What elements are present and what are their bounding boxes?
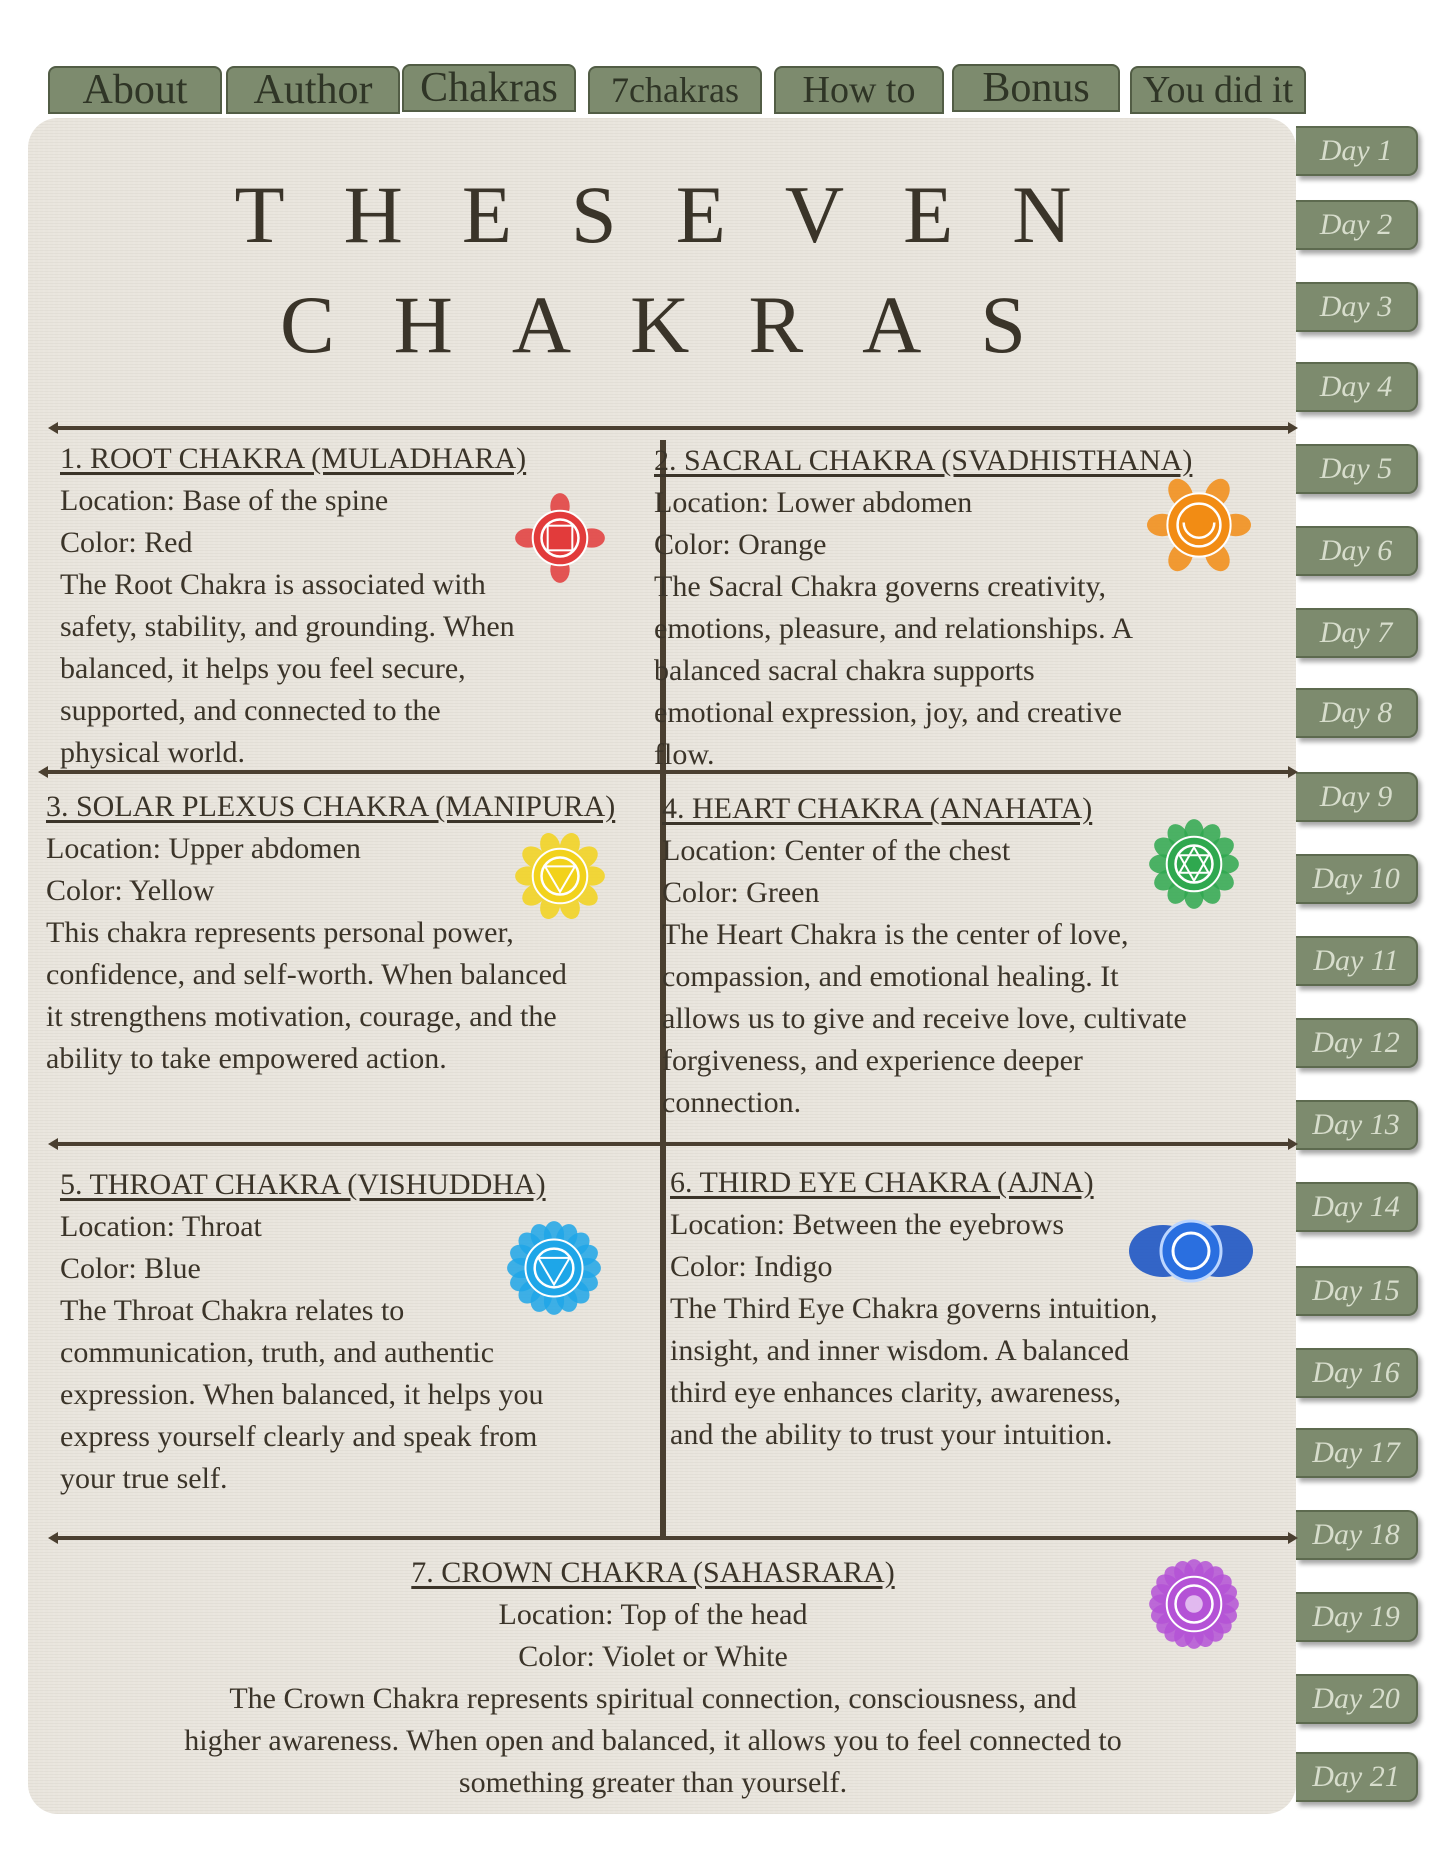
day-tab-10[interactable]: Day 10	[1296, 854, 1418, 904]
tab-how-to[interactable]	[774, 66, 944, 114]
chakra-location: Location: Top of the head	[498, 1598, 808, 1631]
chakra-throat	[60, 1164, 546, 1500]
chakra-color: Color: Indigo	[670, 1250, 833, 1283]
day-tab-17[interactable]: Day 17	[1296, 1428, 1418, 1478]
chakra-description-line: communication, truth, and authentic	[60, 1336, 495, 1369]
day-tab-9[interactable]: Day 9	[1296, 772, 1418, 822]
chakra-description-line: insight, and inner wisdom. A balanced	[670, 1334, 1130, 1367]
chakra-heading: 6. THIRD EYE CHAKRA (AJNA)	[670, 1166, 1094, 1199]
chakra-location: Location: Throat	[60, 1210, 262, 1243]
chakra-color: Color: Green	[662, 876, 820, 909]
chakra-description-line: and the ability to trust your intuition.	[670, 1418, 1113, 1451]
tab-about[interactable]	[48, 66, 222, 114]
chakra-description-line: express yourself clearly and speak from	[60, 1420, 538, 1453]
day-tab-3[interactable]: Day 3	[1296, 282, 1418, 332]
chakra-heading: 4. HEART CHAKRA (ANAHATA)	[662, 792, 1093, 825]
tab-label: How to	[802, 69, 916, 111]
chakra-root	[60, 438, 526, 774]
chakra-third-eye	[670, 1162, 1158, 1456]
chakra-color: Color: Yellow	[46, 874, 215, 907]
tab-label: Chakras	[420, 65, 558, 111]
chakra-heart	[662, 788, 1187, 1124]
chakra-description-line: compassion, and emotional healing. It	[662, 960, 1119, 993]
chakra-heading: 2. SACRAL CHAKRA (SVADHISTHANA)	[654, 444, 1193, 477]
chakra-description-line: supported, and connected to the	[60, 694, 441, 727]
chakra-description-line: The Sacral Chakra governs creativity,	[654, 570, 1107, 603]
chakra-description-line: confidence, and self-worth. When balanced	[46, 958, 567, 991]
day-tab-16[interactable]: Day 16	[1296, 1348, 1418, 1398]
sacral-chakra-icon	[1144, 470, 1254, 580]
chakra-heading: 1. ROOT CHAKRA (MULADHARA)	[60, 442, 527, 475]
day-tab-21[interactable]: Day 21	[1296, 1752, 1418, 1802]
day-tab-12[interactable]: Day 12	[1296, 1018, 1418, 1068]
chakra-description-line: This chakra represents personal power,	[46, 916, 514, 949]
chakra-location: Location: Center of the chest	[662, 834, 1011, 867]
chakra-color: Color: Red	[60, 526, 193, 559]
tab-label: Bonus	[982, 65, 1090, 111]
chakra-description-line: allows us to give and receive love, cultivate	[662, 1002, 1187, 1035]
solar-plexus-chakra-icon	[512, 828, 608, 924]
chakra-description-line: it strengthens motivation, courage, and the	[46, 1000, 557, 1033]
day-tab-19[interactable]: Day 19	[1296, 1592, 1418, 1642]
crown-chakra-icon	[1146, 1556, 1242, 1652]
tab-bonus[interactable]	[952, 64, 1120, 112]
chakra-location: Location: Upper abdomen	[46, 832, 361, 865]
chakra-color: Color: Violet or White	[518, 1640, 788, 1673]
day-tab-1[interactable]: Day 1	[1296, 126, 1418, 176]
chakra-description-line: The Crown Chakra represents spiritual connection, consciousness, and	[229, 1682, 1077, 1715]
chakra-color: Color: Blue	[60, 1252, 201, 1285]
divider-line	[58, 1536, 1288, 1540]
day-tab-15[interactable]: Day 15	[1296, 1266, 1418, 1316]
tab-7chakras[interactable]	[588, 66, 762, 114]
day-tab-6[interactable]: Day 6	[1296, 526, 1418, 576]
chakra-crown	[28, 1552, 1278, 1804]
third-eye-chakra-icon	[1126, 1208, 1256, 1294]
root-chakra-icon	[512, 490, 608, 586]
chakra-description-line: expression. When balanced, it helps you	[60, 1378, 544, 1411]
heart-chakra-icon	[1146, 816, 1242, 912]
chakra-heading: 7. CROWN CHAKRA (SAHASRARA)	[411, 1556, 895, 1589]
page-title-line-1: THESEVEN	[234, 169, 1131, 260]
chakra-description-line: balanced sacral chakra supports	[654, 654, 1035, 687]
day-tab-7[interactable]: Day 7	[1296, 608, 1418, 658]
chakra-description-line: something greater than yourself.	[458, 1766, 848, 1799]
day-tab-13[interactable]: Day 13	[1296, 1100, 1418, 1150]
tab-you-did-it[interactable]	[1130, 66, 1306, 114]
day-tab-4[interactable]: Day 4	[1296, 362, 1418, 412]
day-tab-18[interactable]: Day 18	[1296, 1510, 1418, 1560]
chakra-description-line: higher awareness. When open and balanced, it allows you to feel connected to	[184, 1724, 1122, 1757]
chakra-description-line: safety, stability, and grounding. When	[60, 610, 515, 643]
chakra-description-line: connection.	[662, 1086, 802, 1119]
chakra-heading: 5. THROAT CHAKRA (VISHUDDHA)	[60, 1168, 546, 1201]
chakra-description-line: forgiveness, and experience deeper	[662, 1044, 1083, 1077]
tab-label: 7chakras	[611, 70, 739, 110]
day-tab-8[interactable]: Day 8	[1296, 688, 1418, 738]
tab-chakras[interactable]	[402, 64, 576, 112]
chakra-description-line: your true self.	[60, 1462, 228, 1495]
chakra-description-line: The Throat Chakra relates to	[60, 1294, 405, 1327]
tab-author[interactable]	[226, 66, 400, 114]
chakra-description-line: third eye enhances clarity, awareness,	[670, 1376, 1122, 1409]
chakra-location: Location: Between the eyebrows	[670, 1208, 1065, 1241]
divider-line	[58, 426, 1288, 430]
page-title-line-2: CHAKRAS	[279, 279, 1086, 370]
chakra-description-line: emotions, pleasure, and relationships. A	[654, 612, 1134, 645]
chakra-description-line: emotional expression, joy, and creative	[654, 696, 1122, 729]
chakra-description-line: The Heart Chakra is the center of love,	[662, 918, 1129, 951]
chakra-description-line: physical world.	[60, 736, 245, 769]
day-tab-11[interactable]: Day 11	[1296, 936, 1418, 986]
chakra-description-line: ability to take empowered action.	[46, 1042, 447, 1075]
chakra-color: Color: Orange	[654, 528, 827, 561]
chakra-location: Location: Base of the spine	[60, 484, 389, 517]
chakra-description-line: flow.	[654, 738, 715, 771]
chakra-description-line: The Third Eye Chakra governs intuition,	[670, 1292, 1158, 1325]
tab-label: About	[82, 67, 188, 113]
throat-chakra-icon	[504, 1218, 604, 1318]
day-tab-20[interactable]: Day 20	[1296, 1674, 1418, 1724]
day-tab-5[interactable]: Day 5	[1296, 444, 1418, 494]
chakra-description-line: The Root Chakra is associated with	[60, 568, 486, 601]
day-tab-2[interactable]: Day 2	[1296, 200, 1418, 250]
tab-label: You did it	[1142, 69, 1294, 111]
chakra-sacral	[654, 440, 1192, 776]
page-content	[28, 118, 1296, 1814]
chakra-heading: 3. SOLAR PLEXUS CHAKRA (MANIPURA)	[46, 790, 616, 823]
tab-label: Author	[253, 67, 373, 113]
chakra-description-line: balanced, it helps you feel secure,	[60, 652, 466, 685]
day-tab-14[interactable]: Day 14	[1296, 1182, 1418, 1232]
chakra-location: Location: Lower abdomen	[654, 486, 973, 519]
divider-line	[58, 1142, 1288, 1146]
